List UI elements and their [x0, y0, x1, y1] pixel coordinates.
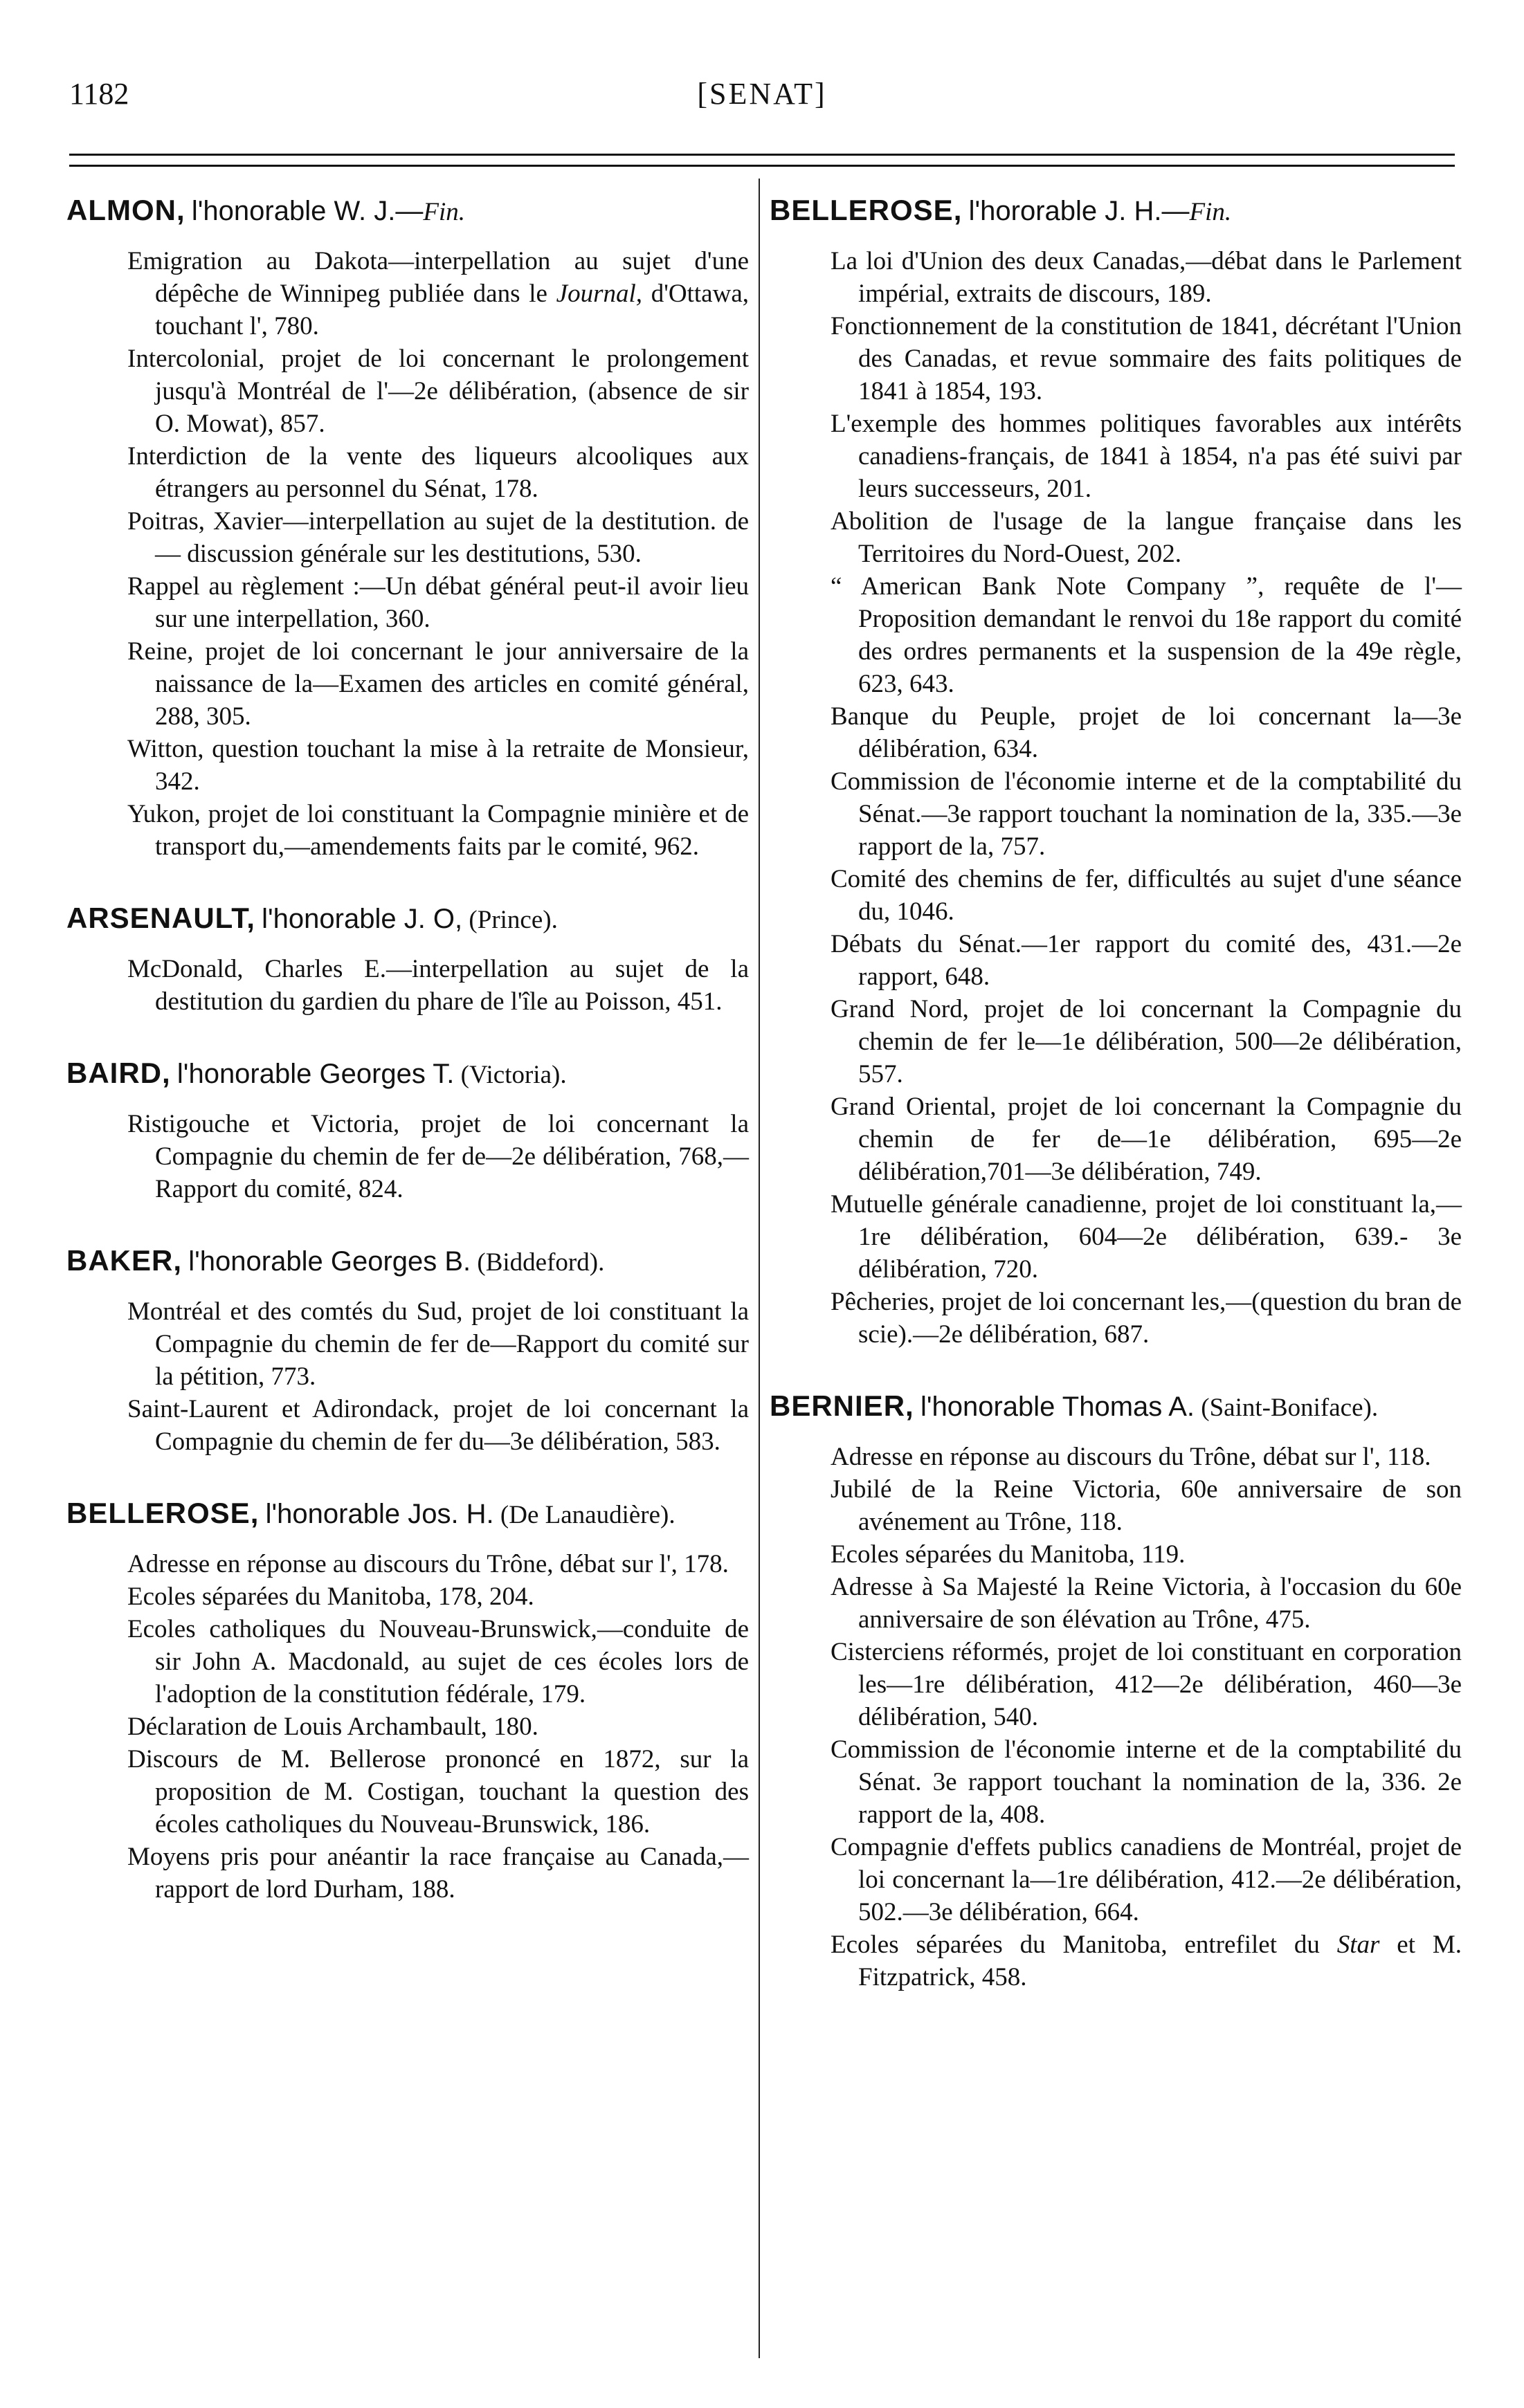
subject-item [66, 505, 749, 570]
subject-item [66, 1393, 749, 1458]
subject-item [770, 1538, 1462, 1571]
subject-item [770, 1733, 1462, 1831]
subject-item [66, 953, 749, 1018]
senator-title: l'honorable Thomas A. [920, 1392, 1195, 1422]
entry-heading [770, 1389, 1462, 1424]
continuation-mark: Fin. [1189, 198, 1232, 226]
italic-title: Star [1336, 1931, 1380, 1959]
subject-text: Reine, projet de loi concernant le jour anniversaire de la naissance de la—Examen des articles en comité général, 288, 305. [127, 637, 749, 731]
subject-text: Moyens pris pour anéantir la race française au Canada,—rapport de lord Durham, 188. [127, 1843, 749, 1904]
subject-text: d'Ottawa, touchant l', 780. [155, 280, 750, 340]
entry-heading [770, 194, 1462, 228]
subject-item [770, 1091, 1462, 1188]
subject-text: Adresse en réponse au discours du Trône, débat sur l', 178. [127, 1550, 729, 1578]
entry-heading [66, 1057, 749, 1091]
senator-name: BERNIER, [770, 1389, 914, 1422]
subject-text: Compagnie d'effets publics canadiens de Montréal, projet de loi concernant la—1re délibération, 412.—2e délibération, 502.—3e délibération, 664. [831, 1833, 1462, 1926]
subject-text: Saint-Laurent et Adirondack, projet de loi concernant la Compagnie du chemin de fer du—3e délibération, 583. [127, 1395, 749, 1456]
subject-text: Grand Nord, projet de loi concernant la Compagnie du chemin de fer le—1e délibération, 500—2e délibération, 557. [831, 995, 1462, 1088]
subject-text: Grand Oriental, projet de loi concernant la Compagnie du chemin de fer de—1e délibération, 695—2e délibération,701—3e délibération, 749. [831, 1093, 1462, 1186]
subject-item [66, 440, 749, 505]
subject-text: Poitras, Xavier—interpellation au sujet de la destitution. de— discussion générale sur les destitutions, 530. [127, 507, 749, 568]
index-entry [770, 194, 1462, 1351]
subject-text: Yukon, projet de loi constituant la Compagnie minière et de transport du,—amendements faits par le comité, 962. [127, 800, 749, 861]
subject-text: Cisterciens réformés, projet de loi constituant en corporation les—1re délibération, 412—2e délibération, 460—3e délibération, 540. [831, 1638, 1462, 1731]
subject-text: Witton, question touchant la mise à la retraite de Monsieur, 342. [127, 735, 749, 796]
subject-item [770, 1473, 1462, 1538]
senator-title: l'honorable J. O, [262, 904, 463, 934]
subject-text: Ristigouche et Victoria, projet de loi concernant la Compagnie du chemin de fer de—2e délibération, 768,—Rapport du comité, 824. [127, 1110, 749, 1203]
subject-text: Banque du Peuple, projet de loi concernant la—3e délibération, 634. [831, 702, 1462, 763]
index-entry [66, 902, 749, 1018]
subject-item [770, 1831, 1462, 1928]
senator-division: (Prince). [469, 906, 558, 934]
subject-text: L'exemple des hommes politiques favorables aux intérêts canadiens-français, de 1841 à 1854, n'a pas été suivi par leurs successeurs, 201. [831, 410, 1462, 503]
subject-text: Fonctionnement de la constitution de 1841, décrétant l'Union des Canadas, et revue sommaire des faits politiques de 1841 à 1854, 193. [831, 312, 1462, 405]
senator-name: ALMON, [66, 194, 185, 226]
subject-text: Jubilé de la Reine Victoria, 60e anniversaire de son avénement au Trône, 118. [831, 1475, 1462, 1536]
index-entry [770, 1389, 1462, 1994]
subject-item [66, 1613, 749, 1711]
subject-text: Commission de l'économie interne et de la comptabilité du Sénat. 3e rapport touchant la nomination de la, 336. 2e rapport de la, 408. [831, 1735, 1462, 1829]
subject-item [770, 928, 1462, 993]
index-entry [66, 1244, 749, 1458]
subject-text: Ecoles séparées du Manitoba, 178, 204. [127, 1582, 534, 1611]
subject-item [66, 343, 749, 440]
subject-item [770, 700, 1462, 765]
entry-heading [66, 194, 749, 228]
subject-item [770, 1286, 1462, 1351]
index-entry [66, 194, 749, 863]
subject-item [770, 1188, 1462, 1286]
subject-text: Interdiction de la vente des liqueurs alcooliques aux étrangers au personnel du Sénat, 178. [127, 442, 749, 503]
entry-heading [66, 1244, 749, 1279]
header-rule [69, 165, 1455, 167]
subject-text: Adresse en réponse au discours du Trône, débat sur l', 118. [831, 1443, 1431, 1471]
senator-division: (Saint-Boniface). [1201, 1394, 1379, 1422]
subject-item [770, 1441, 1462, 1473]
subject-item [66, 1295, 749, 1393]
senator-division: (Victoria). [460, 1061, 567, 1089]
subject-item [770, 863, 1462, 928]
subject-item [770, 310, 1462, 408]
subject-item [770, 505, 1462, 570]
subject-text: Discours de M. Bellerose prononcé en 1872, sur la proposition de M. Costigan, touchant la question des écoles catholiques du Nouveau-Brunswick, 186. [127, 1745, 749, 1839]
subject-item [770, 1571, 1462, 1636]
senator-name: BELLEROSE, [770, 194, 963, 226]
left-column [66, 194, 749, 1944]
page-number: 1182 [69, 77, 129, 111]
subject-item [66, 635, 749, 733]
subject-item [770, 765, 1462, 863]
subject-item [66, 1580, 749, 1613]
subject-text: Mutuelle générale canadienne, projet de loi constituant la,—1re délibération, 604—2e délibération, 639.- 3e délibération, 720. [831, 1190, 1462, 1284]
subject-item [770, 1928, 1462, 1994]
index-entry [66, 1497, 749, 1906]
subject-item [66, 245, 749, 343]
subject-item [66, 1548, 749, 1580]
senator-title: l'honorable Georges B. [188, 1246, 471, 1277]
subject-text: “ American Bank Note Company ”, requête de l'—Proposition demandant le renvoi du 18e rapport du comité des ordres permanents et la suspension de la 49e règle, 623, 643. [831, 572, 1462, 698]
senator-title: l'honorable Georges T. [176, 1059, 455, 1089]
subject-text: La loi d'Union des deux Canadas,—débat dans le Parlement impérial, extraits de discours, 189. [831, 247, 1462, 308]
subject-item [770, 408, 1462, 505]
subject-item [66, 1841, 749, 1906]
subject-item [770, 570, 1462, 700]
subject-text: Ecoles séparées du Manitoba, entrefilet du [831, 1931, 1337, 1959]
subject-item [66, 798, 749, 863]
entry-heading [66, 902, 749, 936]
subject-text: Ecoles catholiques du Nouveau-Brunswick,—conduite de sir John A. Macdonald, au sujet de ces écoles lors de l'adoption de la constitution fédérale, 179. [127, 1615, 749, 1708]
page-header [69, 76, 1455, 125]
header-rule [69, 154, 1455, 156]
subject-text: Commission de l'économie interne et de la comptabilité du Sénat.—3e rapport touchant la nomination de la, 335.—3e rapport de la, 757. [831, 767, 1462, 861]
subject-text: Comité des chemins de fer, difficultés au sujet d'une séance du, 1046. [831, 865, 1462, 926]
subject-item [66, 1743, 749, 1841]
subject-text: et M. Fitzpatrick, 458. [858, 1931, 1462, 1991]
senator-name: ARSENAULT, [66, 902, 255, 934]
senator-title: l'honorable W. J.— [191, 196, 424, 226]
subject-item [66, 733, 749, 798]
subject-text: Déclaration de Louis Archambault, 180. [127, 1713, 538, 1741]
senator-name: BAIRD, [66, 1057, 171, 1089]
italic-title: Journal, [556, 280, 643, 308]
subject-item [770, 245, 1462, 310]
subject-text: Débats du Sénat.—1er rapport du comité des, 431.—2e rapport, 648. [831, 930, 1462, 991]
subject-item [770, 993, 1462, 1091]
subject-item [66, 570, 749, 635]
subject-text: McDonald, Charles E.—interpellation au sujet de la destitution du gardien du phare de l'île au Poisson, 451. [127, 955, 749, 1016]
right-column [770, 194, 1462, 2032]
subject-text: Intercolonial, projet de loi concernant le prolongement jusqu'à Montréal de l'—2e délibération, (absence de sir O. Mowat), 857. [127, 345, 749, 438]
subject-item [66, 1108, 749, 1205]
running-head: [SENAT] [697, 77, 827, 111]
subject-text: Rappel au règlement :—Un débat général peut-il avoir lieu sur une interpellation, 360. [127, 572, 749, 633]
subject-item [66, 1711, 749, 1743]
senator-name: BAKER, [66, 1244, 183, 1277]
subject-text: Adresse à Sa Majesté la Reine Victoria, à l'occasion du 60e anniversaire de son élévation au Trône, 475. [831, 1573, 1462, 1634]
column-divider [759, 179, 760, 2358]
subject-text: Emigration au Dakota—interpellation au sujet d'une dépêche de Winnipeg publiée dans le [127, 247, 749, 308]
senator-title: l'honorable Jos. H. [265, 1499, 494, 1529]
senator-division: (De Lanaudière). [500, 1501, 675, 1529]
subject-text: Ecoles séparées du Manitoba, 119. [831, 1540, 1186, 1569]
subject-text: Montréal et des comtés du Sud, projet de loi constituant la Compagnie du chemin de fer de—Rapport du comité sur la pétition, 773. [127, 1297, 749, 1391]
senator-name: BELLEROSE, [66, 1497, 260, 1529]
senator-title: l'hororable J. H.— [968, 196, 1190, 226]
subject-text: Pêcheries, projet de loi concernant les,—(question du bran de scie).—2e délibération, 687. [831, 1288, 1462, 1349]
subject-text: Abolition de l'usage de la langue française dans les Territoires du Nord-Ouest, 202. [831, 507, 1462, 568]
senator-division: (Biddeford). [477, 1248, 605, 1277]
index-entry [66, 1057, 749, 1205]
continuation-mark: Fin. [423, 198, 465, 226]
subject-item [770, 1636, 1462, 1733]
entry-heading [66, 1497, 749, 1531]
